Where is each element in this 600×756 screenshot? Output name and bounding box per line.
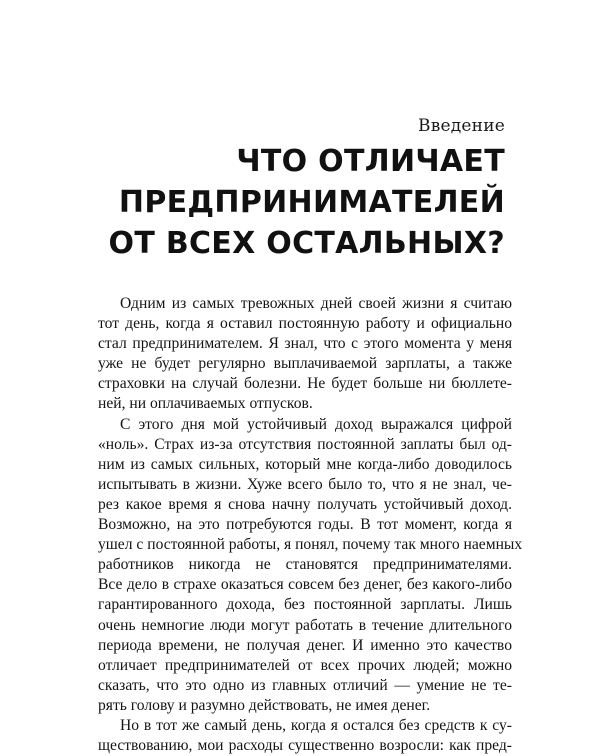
text-line: отличает предпринимателей от всех прочих людей; можно bbox=[98, 656, 512, 674]
text-line: рез какое время я снова начну получать устойчивый доход. bbox=[98, 495, 512, 513]
text-line: рять голову и разумно действовать, не имея денег. bbox=[98, 696, 431, 714]
text-line: страховки на случай болезни. Не будет больше ни бюллете- bbox=[98, 375, 512, 393]
text-line: ней, ни оплачиваемых отпусков. bbox=[98, 395, 313, 413]
text-line: сказать, что это одно из главных отличий — умение не те- bbox=[98, 676, 512, 694]
text-line: «ноль». Страх из-за отсутствия постоянной заплаты был од- bbox=[98, 435, 512, 453]
text-line: испытывать в жизни. Хуже всего было то, что я не знал, че- bbox=[98, 475, 512, 493]
chapter-title-line: ОТ ВСЕХ ОСТАЛЬНЫХ? bbox=[108, 226, 505, 261]
text-line: С этого дня мой устойчивый доход выражался цифрой bbox=[120, 415, 512, 433]
text-line: ним из самых сильных, который мне когда-либо доводилось bbox=[98, 455, 512, 473]
text-line: уже не будет регулярно выплачиваемой зарплаты, а также bbox=[98, 355, 512, 373]
chapter-title bbox=[85, 141, 505, 264]
text-line: стал предпринимателем. Я знал, что с этого момента у меня bbox=[98, 335, 512, 353]
text-line: ществованию, мои расходы существенно возросли: как пред- bbox=[98, 737, 512, 755]
body-text bbox=[98, 294, 523, 756]
text-line: гарантированного дохода, без постоянной зарплаты. Лишь bbox=[98, 596, 512, 614]
text-line: тот день, когда я оставил постоянную работу и официально bbox=[98, 315, 512, 333]
chapter-title-line: ПРЕДПРИНИМАТЕЛЕЙ bbox=[118, 185, 505, 220]
text-line: Но в тот же самый день, когда я остался без средств к су- bbox=[120, 716, 512, 734]
text-line: Одним из самых тревожных дней своей жизни я считаю bbox=[120, 295, 512, 312]
text-line: ушел с постоянной работы, я понял, почему так много наемных bbox=[98, 536, 523, 554]
text-line: Возможно, на это потребуются годы. В тот момент, когда я bbox=[98, 516, 512, 534]
chapter-label: Введение bbox=[418, 116, 505, 136]
text-line: периода времени, не получая денег. И именно это качество bbox=[98, 636, 512, 654]
chapter-title-line: ЧТО ОТЛИЧАЕТ bbox=[236, 144, 505, 179]
text-line: работников никогда не становятся предпринимателями. bbox=[98, 556, 512, 574]
text-line: Все дело в страхе оказаться совсем без денег, без какого-либо bbox=[98, 576, 512, 594]
text-line: очень немногие люди могут работать в течение длительного bbox=[98, 616, 512, 634]
